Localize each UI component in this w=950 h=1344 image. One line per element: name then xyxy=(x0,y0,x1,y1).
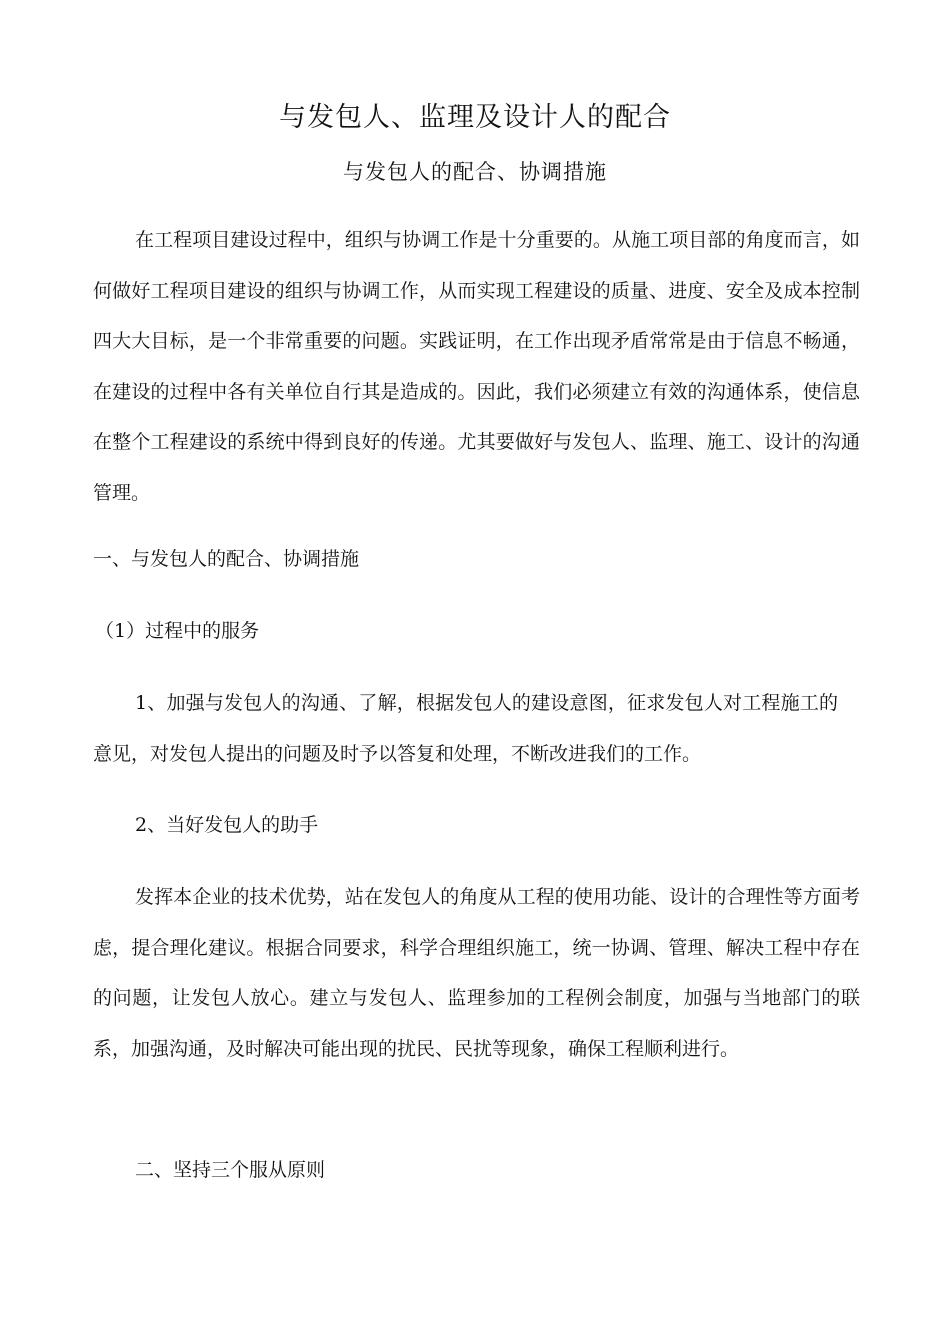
document-title: 与发包人、监理及设计人的配合 xyxy=(279,102,671,133)
intro-paragraph: 在工程项目建设过程中，组织与协调工作是十分重要的。从施工项目部的角度而言，如何做好工程项目建设的组织与协调工作，从而实现工程建设的质量、进度、安全及成本控制四大大目标，是一个非常重要的问题。实践证明，在工作出现矛盾常常是由于信息不畅通，在建设的过程中各有关单位自行其是造成的。因此，我们必须建立有效的沟通体系，使信息在整个工程建设的系统中得到良好的传递。尤其要做好与发包人、监理、施工、设计的沟通管理。 xyxy=(93,229,860,504)
section-1-heading: 一、与发包人的配合、协调措施 xyxy=(93,548,360,570)
document-subtitle: 与发包人的配合、协调措施 xyxy=(343,160,607,184)
item-2-paragraph: 发挥本企业的技术优势，站在发包人的角度从工程的使用功能、设计的合理性等方面考虑，提合理化建议。根据合同要求，科学合理组织施工，统一协调、管理、解决工程中存在的问题，让发包人放心。建立与发包人、监理参加的工程例会制度，加强与当地部门的联系，加强沟通，及时解决可能出现的扰民、民扰等现象，确保工程顺利进行。 xyxy=(93,886,860,1060)
section-2-heading: 二、坚持三个服从原则 xyxy=(135,1159,326,1181)
item-1-paragraph: 1、加强与发包人的沟通、了解，根据发包人的建设意图，征求发包人对工程施工的意见，对发包人提出的问题及时予以答复和处理，不断改进我们的工作。 xyxy=(93,692,838,765)
subsection-1-heading: （1）过程中的服务 xyxy=(95,620,260,642)
item-2-heading: 2、当好发包人的助手 xyxy=(135,814,319,836)
